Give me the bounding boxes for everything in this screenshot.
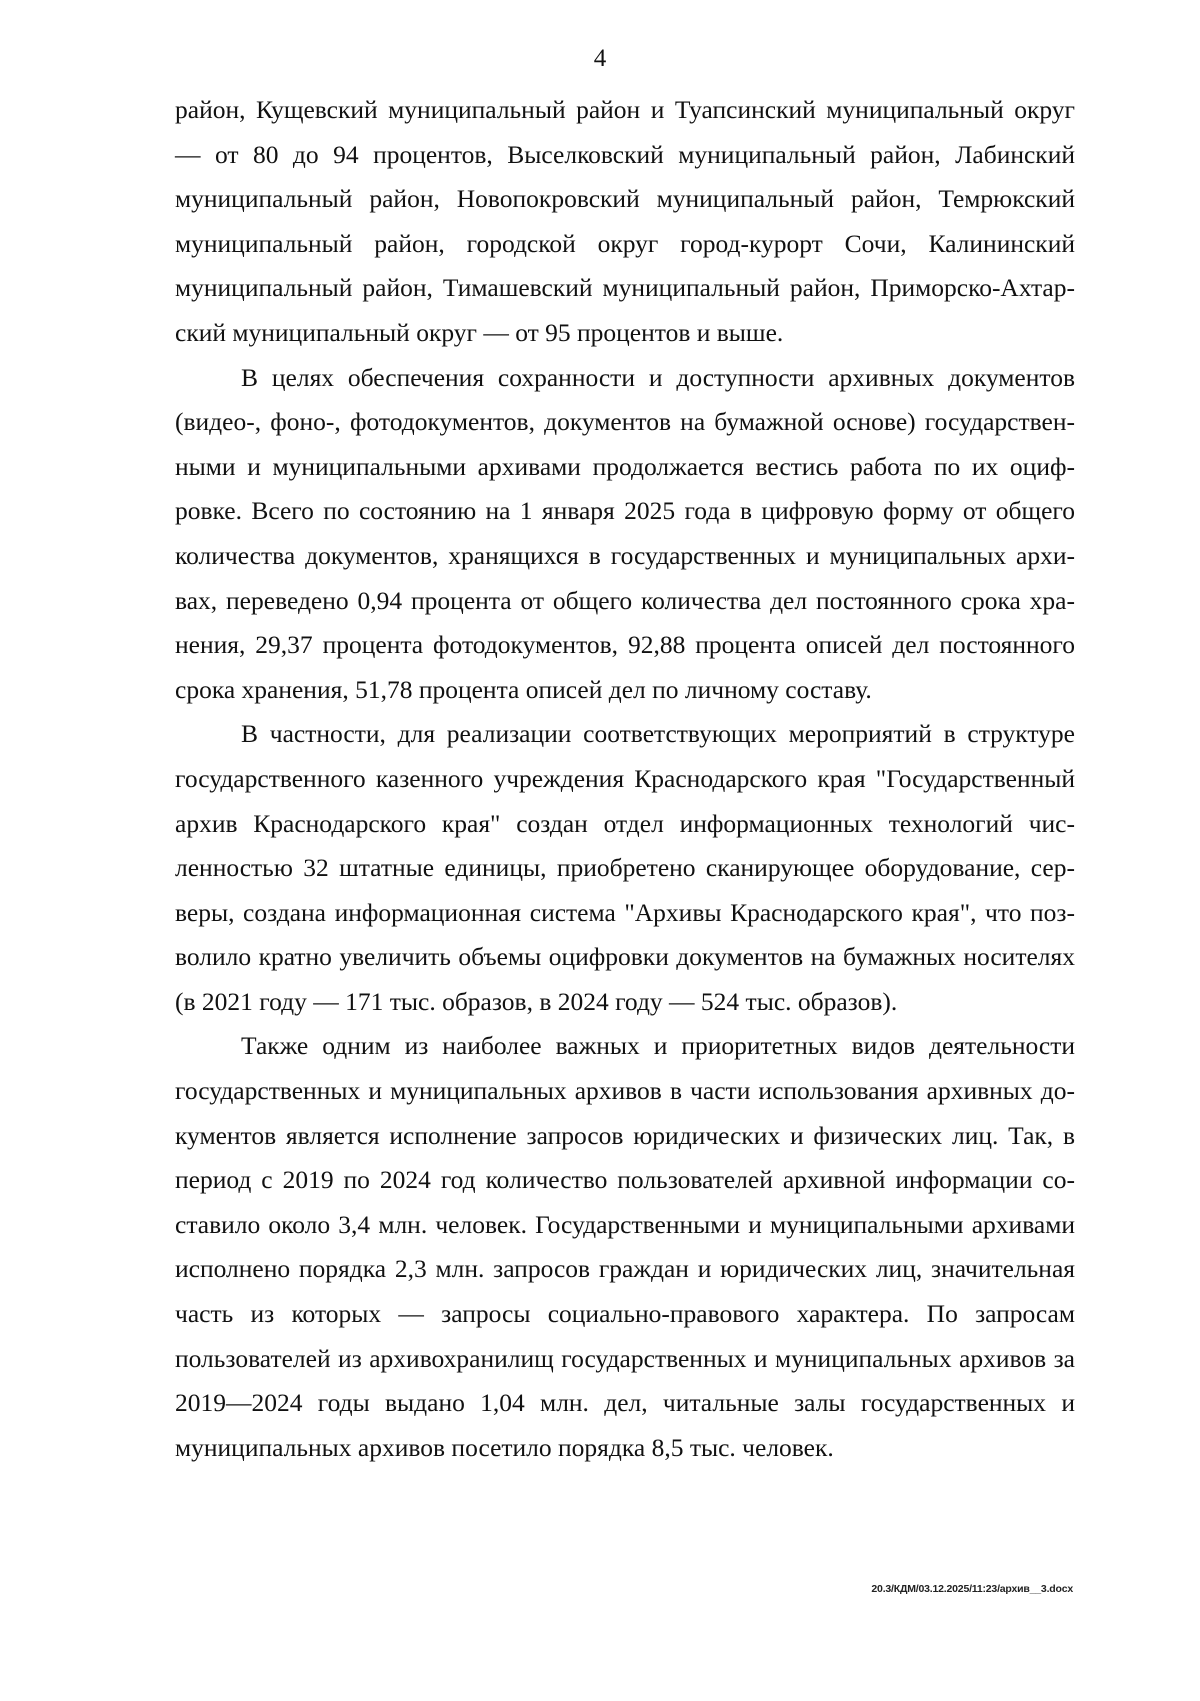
paragraph-1: район, Кущевский муниципальный район и Туапсинский муниципальный округ — от 80 до 94 процентов, Выселковский муниципальный район, Лабинский муниципальный район, Новопокровский муниципальный район, Темрюкский муниципальный район, городской округ город-курорт Сочи, Калининский муниципальный район, Тимашевский муниципальный район, Приморско-Ахтарский муниципальный округ — от 95 процентов и выше. — [175, 95, 1075, 347]
paragraph-3: В частности, для реализации соответствующих мероприятий в структуре государственного казенного учреждения Краснодарского края "Государственный архив Краснодарского края" создан отдел информационных технологий численностью 32 штатные единицы, приобретено сканирующее оборудование, серверы, создана информационная система "Архивы Краснодарского края", что позволило кратно увеличить объемы оцифровки документов на бумажных носителях (в 2021 году — 171 тыс. образов, в 2024 году — 524 тыс. образов). — [175, 719, 1075, 1016]
paragraph-2: В целях обеспечения сохранности и доступности архивных документов (видео-, фоно-, фотодокументов, документов на бумажной основе) государственными и муниципальными архивами продолжается вестись работа по их оцифровке. Всего по состоянию на 1 января 2025 года в цифровую форму от общего количества документов, хранящихся в государственных и муниципальных архивах, переведено 0,94 процента от общего количества дел постоянного срока хранения, 29,37 процента фотодокументов, 92,88 процента описей дел постоянного срока хранения, 51,78 процента описей дел по личному составу. — [175, 362, 1075, 704]
paragraph-4: Также одним из наиболее важных и приоритетных видов деятельности государственных и муниципальных архивов в части использования архивных документов является исполнение запросов юридических и физических лиц. Так, в период с 2019 по 2024 год количество пользователей архивной информации составило около 3,4 млн. человек. Государственными и муниципальными архивами исполнено порядка 2,3 млн. запросов граждан и юридических лиц, значительная часть из которых — запросы социально-правового характера. По запросам пользователей из архивохранилищ государственных и муниципальных архивов за 2019—2024 годы выдано 1,04 млн. дел, читальные залы государственных и муниципальных архивов посетило порядка 8,5 тыс. человек. — [175, 1031, 1075, 1462]
page-number: 4 — [593, 45, 607, 72]
file-stamp: 20.3/КДМ/03.12.2025/11:23/архив__3.docx — [871, 1583, 1073, 1595]
document-body — [175, 88, 1075, 1470]
